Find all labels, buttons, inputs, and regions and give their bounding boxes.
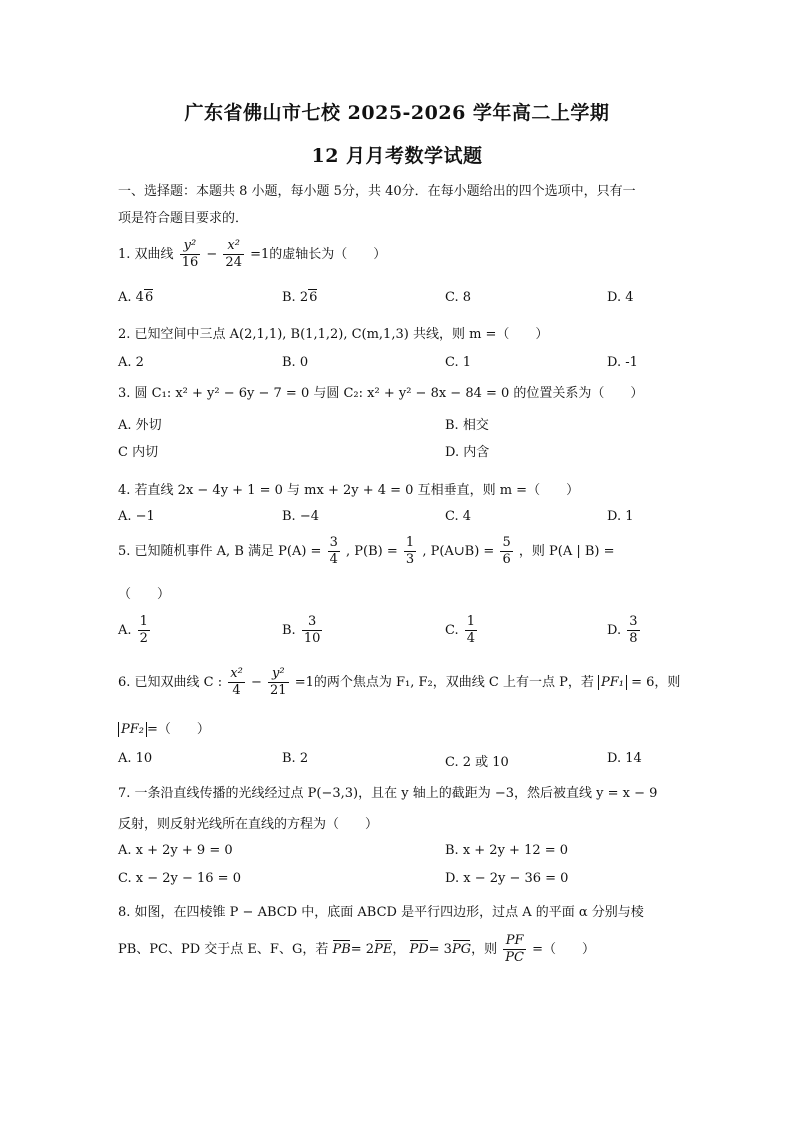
option-b: B. $\frac{3}{10}$ <box>282 614 321 646</box>
fraction: $\frac{5}{6}$ <box>502 535 511 567</box>
option-d: D. 4 <box>607 290 634 305</box>
option-a: A. 外切 <box>118 418 162 433</box>
option-c: C. x − 2y − 16 = 0 <box>118 871 241 886</box>
option-b: B. 2 <box>282 751 309 766</box>
question-7: 7. 一条沿直线传播的光线经过点 P(−3,3)，且在 y 轴上的截距为 −3，然后被直线 y = x − 9 <box>118 786 658 801</box>
fraction: $\frac{\text{y²}}{21}$ <box>270 666 287 698</box>
question-6-cont: PF₂ =（ ） <box>118 718 210 737</box>
option-d: D. 内含 <box>445 445 490 460</box>
fraction: $\frac{\text{y²}}{16}$ <box>181 238 199 270</box>
option-c: C. $\frac{1}{4}$ <box>445 614 476 646</box>
option-a: A. 46 <box>118 290 154 305</box>
question-8: 8. 如图，在四棱锥 P − ABCD 中，底面 ABCD 是平行四边形，过点 A 的平面 α 分别与棱 <box>118 905 644 920</box>
option-d: D. -1 <box>607 355 638 370</box>
option-d: D. x − 2y − 36 = 0 <box>445 871 569 886</box>
option-d: D. 14 <box>607 751 642 766</box>
option-b: B. 相交 <box>445 418 489 433</box>
question-3: 3. 圆 C₁: x² + y² − 6y − 7 = 0 与圆 C₂: x² + y² − 8x − 84 = 0 的位置关系为（ ） <box>118 386 644 401</box>
question-8-cont: PB、PC、PD 交于点 E、F、G，若 PB= 2PE， PD= 3PG，则 $\frac{PF}{PC}$ =（ ） <box>118 933 595 965</box>
option-c: C. 1 <box>445 355 472 370</box>
question-7-cont: 反射，则反射光线所在直线的方程为（ ） <box>118 817 379 832</box>
option-a: A. $\frac{1}{2}$ <box>118 614 148 646</box>
fraction: $\frac{1}{3}$ <box>405 535 415 567</box>
question-1: 1. 双曲线 $\frac{\text{y²}}{16}$ − $\frac{\text{x²}}{24}$ =1的虚轴长为（ ） <box>118 238 387 270</box>
option-d: D. $\frac{3}{8}$ <box>607 614 638 646</box>
exam-title-line2: 12 月月考数学试题 <box>311 145 483 167</box>
option-b: B. 0 <box>282 355 309 370</box>
option-c: C. 4 <box>445 509 472 524</box>
section-intro: 一、选择题：本题共 8 小题，每小题 5分，共 40分．在每小题给出的四个选项中，只有一 <box>118 184 636 199</box>
option-c: C 内切 <box>118 445 159 460</box>
option-b: B. 26 <box>282 290 318 305</box>
option-b: B. x + 2y + 12 = 0 <box>445 843 569 858</box>
fraction: $\frac{PF}{PC}$ <box>505 933 524 965</box>
question-4: 4. 若直线 2x − 4y + 1 = 0 与 mx + 2y + 4 = 0 互相垂直，则 m =（ ） <box>118 483 580 498</box>
fraction: $\frac{3}{4}$ <box>329 535 338 567</box>
option-a: A. 2 <box>118 355 144 370</box>
question-2: 2. 已知空间中三点 A(2,1,1), B(1,1,2), C(m,1,3) 共线，则 m =（ ） <box>118 327 549 342</box>
fraction: $\frac{\text{x²}}{4}$ <box>230 666 243 698</box>
option-b: B. −4 <box>282 509 319 524</box>
exam-title-line1: 广东省佛山市七校 2025-2026 学年高二上学期 <box>184 102 610 124</box>
option-c: C. 2 或 10 <box>445 755 509 770</box>
option-a: A. −1 <box>118 509 155 524</box>
option-c: C. 8 <box>445 290 472 305</box>
option-a: A. 10 <box>118 751 153 766</box>
option-a: A. x + 2y + 9 = 0 <box>118 843 233 858</box>
option-d: D. 1 <box>607 509 634 524</box>
question-5: 5. 已知随机事件 A, B 满足 P(A) = $\frac{3}{4}$ , P(B) = $\frac{1}{3}$ , P(A∪B) = $\frac{5}{6}$ ，则 P(A | B) = <box>118 535 615 567</box>
fraction: $\frac{\text{x²}}{24}$ <box>225 238 242 270</box>
question-6: 6. 已知双曲线 C : $\frac{\text{x²}}{4}$ − $\frac{\text{y²}}{21}$ =1的两个焦点为 F₁, F₂，双曲线 C 上有一点 P，若 PF₁ = 6，则 <box>118 666 681 698</box>
question-5-paren: （ ） <box>118 587 171 602</box>
section-intro-cont: 项是符合题目要求的． <box>118 211 249 226</box>
